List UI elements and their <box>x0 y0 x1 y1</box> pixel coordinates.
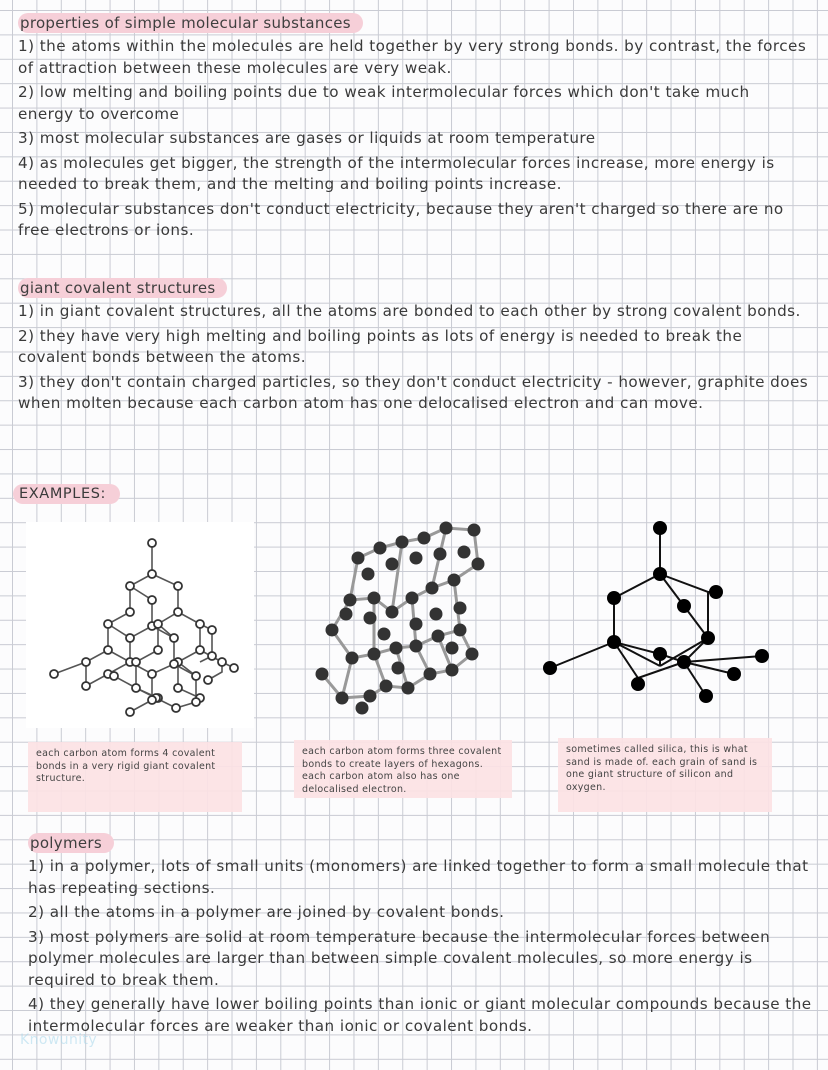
polymers-point-2: 2) all the atoms in a polymer are joined by covalent bonds. <box>28 903 505 921</box>
heading-giant-covalent: giant covalent structures <box>18 278 227 298</box>
molecular-point-4: 4) as molecules get bigger, the strength of the intermolecular forces increase, more energy is needed to break them, and the melting and boiling points increase. <box>18 153 775 193</box>
caption-silica: sometimes called silica, this is what sand is made of. each grain of sand is one giant structure of silicon and oxygen. <box>558 738 772 812</box>
polymers-point-1: 1) in a polymer, lots of small units (monomers) are linked together to form a small molecule that has repeating sections. <box>28 857 809 897</box>
diamond-structure-figure <box>26 522 254 728</box>
molecular-point-5: 5) molecular substances don't conduct electricity, because they aren't charged so there are no free electrons or ions. <box>18 199 784 239</box>
graphite-structure-icon <box>312 518 496 716</box>
giant-point-1: 1) in giant covalent structures, all the atoms are bonded to each other by strong covalent bonds. <box>18 302 801 320</box>
watermark-logo: Knowunity <box>20 1032 98 1048</box>
polymers-point-3: 3) most polymers are solid at room temperature because the intermolecular forces between polymer molecules are larger than between simple covalent molecules, so more energy is required to break them. <box>28 927 771 989</box>
caption-diamond: each carbon atom forms 4 covalent bonds in a very rigid giant covalent structure. <box>28 742 242 812</box>
section-polymers <box>28 833 814 1037</box>
silica-structure-icon <box>540 514 780 714</box>
section-giant-covalent <box>18 278 810 415</box>
heading-polymers: polymers <box>28 833 114 853</box>
heading-molecular: properties of simple molecular substances <box>18 13 363 33</box>
graphite-structure-figure <box>312 518 496 716</box>
section-molecular <box>18 13 810 242</box>
examples-heading: EXAMPLES: <box>13 484 120 504</box>
polymers-point-4: 4) they generally have lower boiling points than ionic or giant molecular compounds because the intermolecular forces are weaker than ionic or covalent bonds. <box>28 995 812 1035</box>
giant-point-3: 3) they don't contain charged particles, so they don't conduct electricity - however, graphite does when molten because each carbon atom has one delocalised electron and can move. <box>18 372 809 412</box>
diamond-structure-icon <box>26 522 254 728</box>
silica-structure-figure <box>540 514 780 714</box>
giant-point-2: 2) they have very high melting and boiling points as lots of energy is needed to break the covalent bonds between the atoms. <box>18 326 743 366</box>
molecular-point-3: 3) most molecular substances are gases or liquids at room temperature <box>18 129 596 147</box>
molecular-point-1: 1) the atoms within the molecules are held together by very strong bonds. by contrast, the forces of attraction between these molecules are very weak. <box>18 37 807 77</box>
molecular-point-2: 2) low melting and boiling points due to weak intermolecular forces which don't take much energy to overcome <box>18 83 750 123</box>
caption-graphite: each carbon atom forms three covalent bonds to create layers of hexagons. each carbon atom also has one delocalised electron. <box>294 740 512 798</box>
